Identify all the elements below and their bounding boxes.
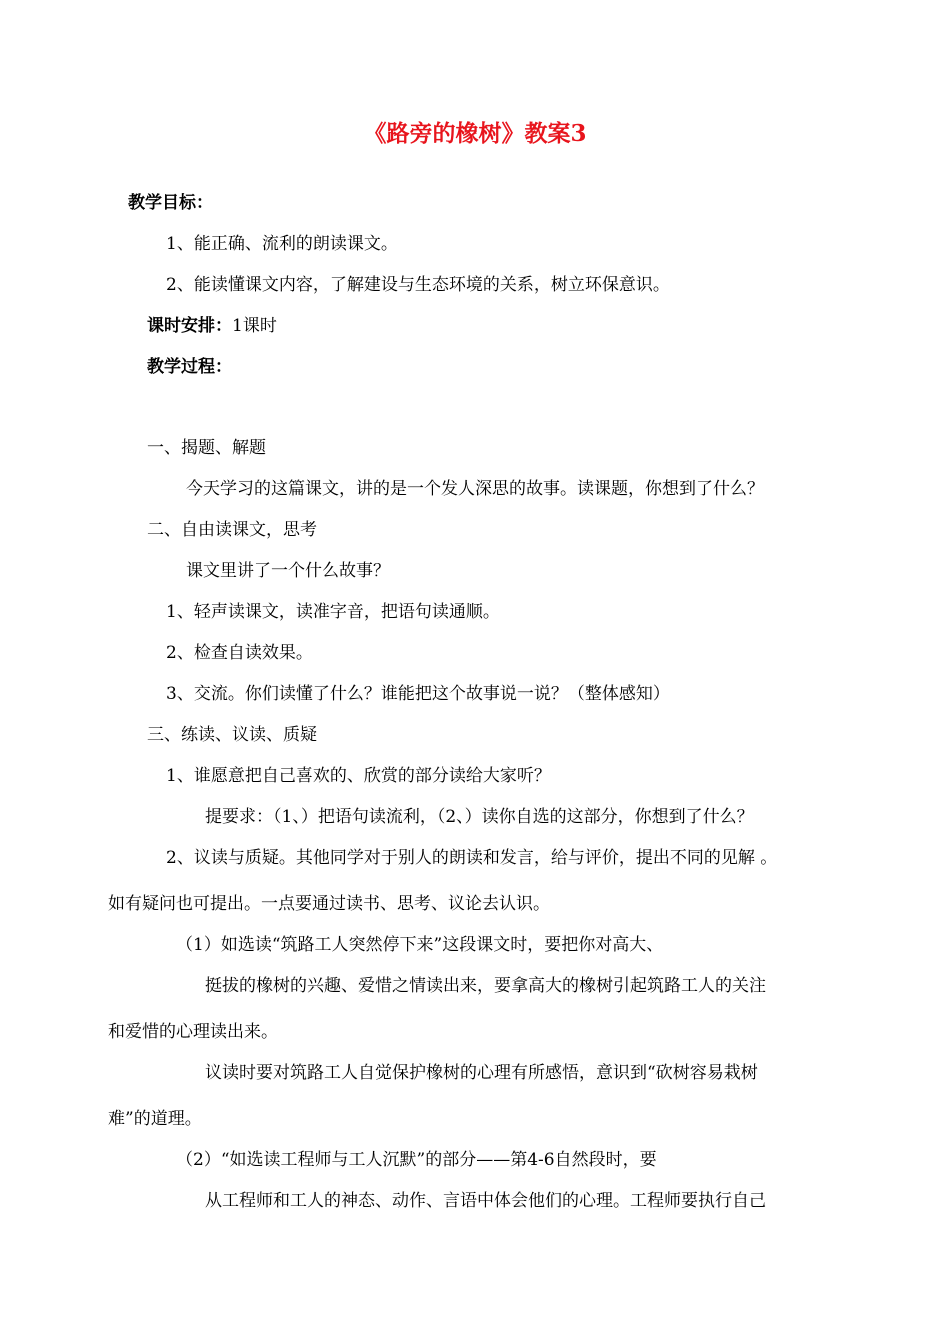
objective-item-1: 1、能正确、流利的朗读课文。 [166, 234, 398, 254]
objectives-heading: 教学目标： [128, 193, 213, 213]
list-item: 1、轻声读课文，读准字音，把语句读通顺。 [166, 602, 500, 622]
list-item: 2、议读与质疑。其他同学对于别人的朗读和发言，给与评价，提出不同的见解 。 [166, 848, 778, 868]
section-heading-3: 三、练读、议读、质疑 [147, 725, 317, 745]
section-heading-2: 二、自由读课文，思考 [147, 520, 317, 540]
list-item: 1、谁愿意把自己喜欢的、欣赏的部分读给大家听？ [166, 766, 551, 786]
sub-item: （2）“如选读工程师与工人沉默”的部分——第4-6自然段时，要 [176, 1150, 657, 1170]
paragraph-line: 议读时要对筑路工人自觉保护橡树的心理有所感悟，意识到“砍树容易栽树 [205, 1063, 758, 1083]
paragraph-line: 难”的道理。 [108, 1109, 202, 1129]
objective-item-2: 2、能读懂课文内容，了解建设与生态环境的关系，树立环保意识。 [166, 275, 670, 295]
sub-item: （1）如选读“筑路工人突然停下来”这段课文时，要把你对高大、 [176, 935, 664, 955]
paragraph-line: 今天学习的这篇课文，讲的是一个发人深思的故事。读课题，你想到了什么？ [186, 479, 764, 499]
schedule-line [147, 313, 277, 339]
schedule-value: 1课时 [232, 316, 277, 336]
paragraph-line: 如有疑问也可提出。一点要通过读书、思考、议论去认识。 [108, 894, 550, 914]
process-heading: 教学过程： [147, 357, 232, 377]
paragraph-line: 和爱惜的心理读出来。 [108, 1022, 278, 1042]
paragraph-line: 提要求：（1、）把语句读流利，（2、）读你自选的这部分，你想到了什么？ [205, 807, 754, 827]
document-title: 《路旁的橡树》教案3 [363, 120, 587, 147]
paragraph-line: 从工程师和工人的神态、动作、言语中体会他们的心理。工程师要执行自己 [205, 1191, 766, 1211]
paragraph-line: 挺拔的橡树的兴趣、爱惜之情读出来，要拿高大的橡树引起筑路工人的关注 [205, 976, 766, 996]
paragraph-line: 课文里讲了一个什么故事？ [186, 561, 390, 581]
section-heading-1: 一、揭题、解题 [147, 438, 266, 458]
list-item: 3、交流。你们读懂了什么？谁能把这个故事说一说？（整体感知） [166, 684, 670, 704]
list-item: 2、检查自读效果。 [166, 643, 313, 663]
schedule-label: 课时安排： [147, 316, 232, 336]
